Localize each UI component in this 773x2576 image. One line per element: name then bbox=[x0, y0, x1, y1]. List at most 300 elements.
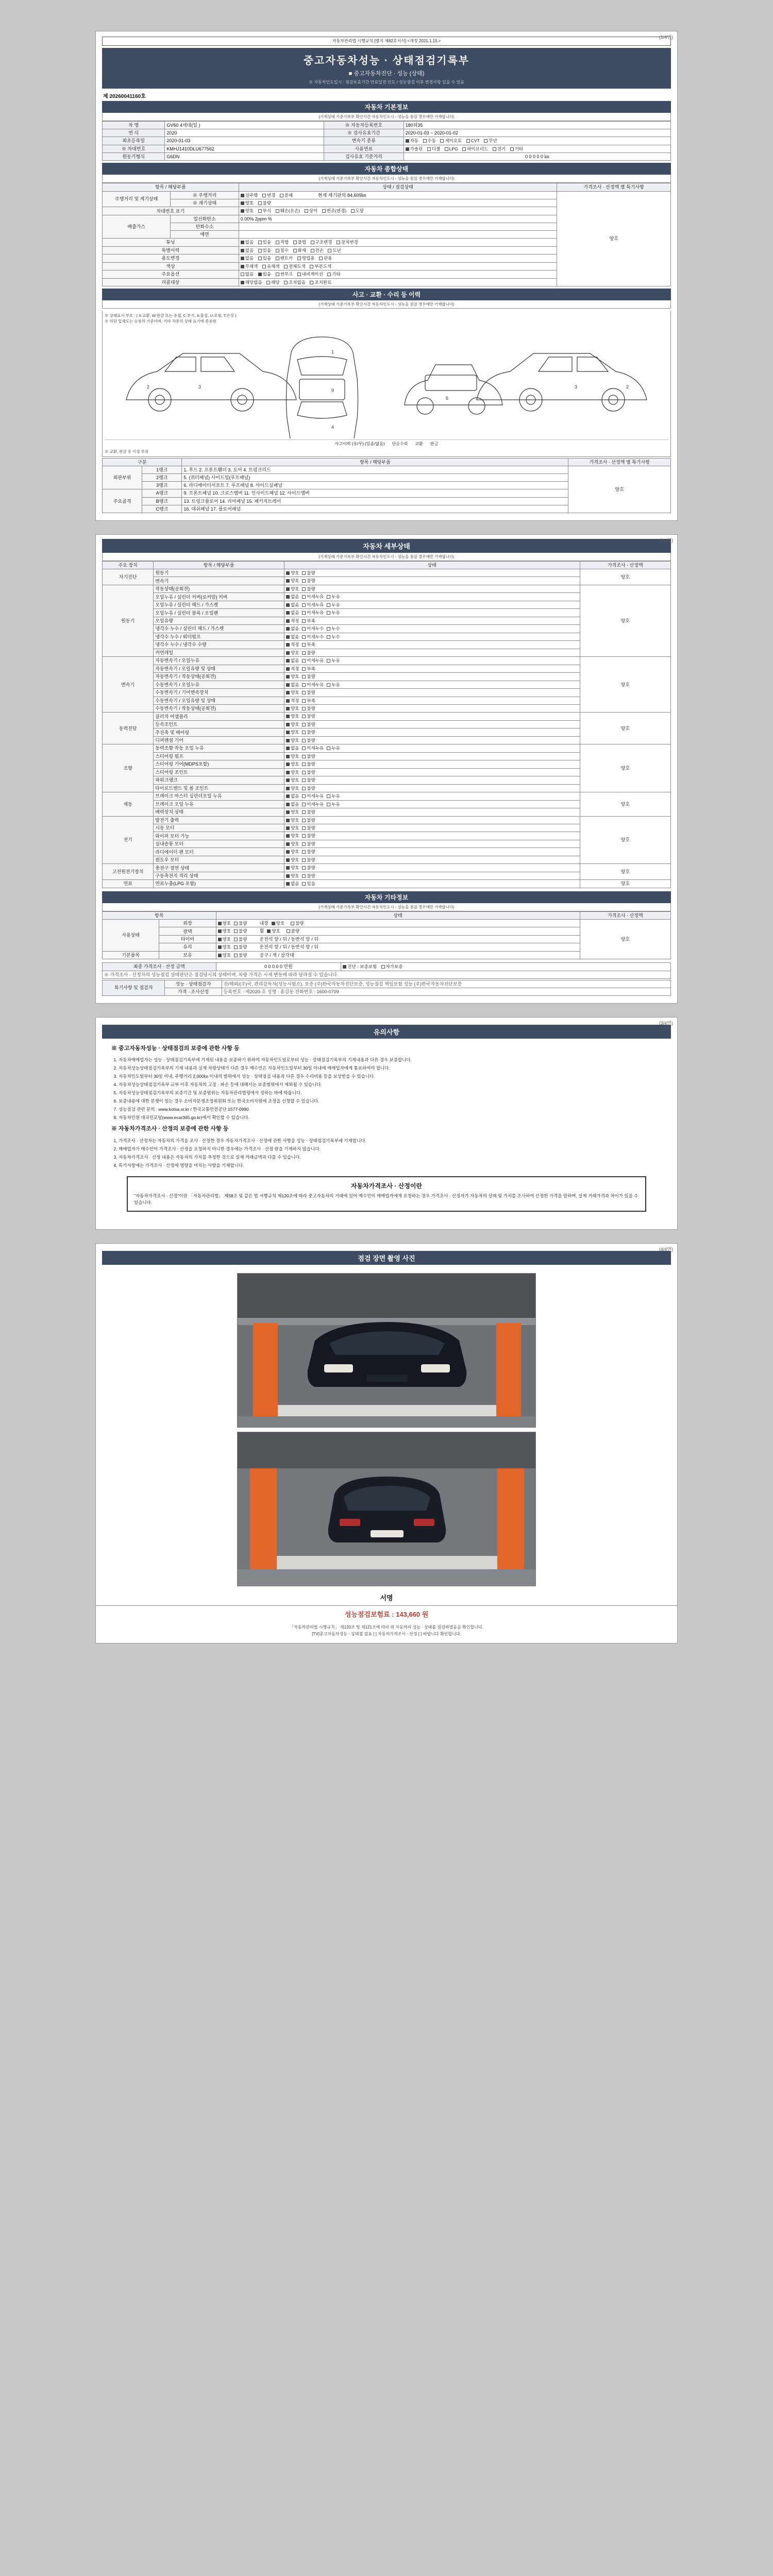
usage-business[interactable]: 영업용 bbox=[297, 256, 315, 261]
detail-options-3-1 bbox=[284, 720, 580, 728]
detail-choice-4-0-1[interactable]: 미세누유 bbox=[302, 745, 324, 751]
detail-choice-3-2-1[interactable]: 불량 bbox=[302, 730, 315, 735]
detail-options-1-2 bbox=[284, 601, 580, 608]
inspector-role-1: 성능 · 상태점검자 bbox=[165, 980, 222, 988]
other-col-2: 상태 bbox=[216, 911, 580, 919]
notice-item: 1. 가격조사 · 산정자는 자동차의 가격을 조사 · 산정한 경우 자동차가격조사 · 산정에 관한 사항을 성능 · 상태점검기록부에 기재합니다. bbox=[119, 1137, 662, 1144]
detail-group-5: 제동 bbox=[103, 792, 154, 816]
footer-line-2: [TV]중고자동차성능 · 상태점 검표 [ ] 자동차가격조사 · 산정 [ ] 바랍니다 확인합니다. bbox=[312, 1632, 461, 1637]
color-achromatic[interactable]: 무채색 bbox=[241, 264, 258, 269]
detail-choice-4-1-0[interactable]: 양호 bbox=[286, 754, 299, 759]
detail-memo-5: 양호 bbox=[580, 792, 670, 816]
fuel-hybrid[interactable]: 하이브리드 bbox=[462, 146, 488, 152]
detail-choice-3-1-1[interactable]: 불량 bbox=[302, 722, 315, 727]
detail-choice-3-2-0[interactable]: 양호 bbox=[286, 730, 299, 735]
detail-options-1-0 bbox=[284, 585, 580, 592]
table-row bbox=[103, 129, 671, 137]
detail-item-2-3: 수동변속기 / 오일누유 bbox=[154, 681, 284, 688]
history-yes[interactable]: 있음 bbox=[258, 248, 271, 253]
notice-item: 2. 매매업자가 매수인이 가격조사 · 산정을 요청하지 아니한 경우에는 가격조사 · 산정 란을 기재하지 않습니다. bbox=[119, 1145, 662, 1153]
detail-choice-1-7-0[interactable]: 적정 bbox=[286, 642, 299, 648]
detail-choice-0-0-0[interactable]: 양호 bbox=[286, 570, 299, 576]
detail-choice-4-0-0[interactable]: 없음 bbox=[286, 745, 299, 751]
basic-label-7: ※ 차대번호 bbox=[103, 145, 165, 152]
detail-choice-5-0-2[interactable]: 누유 bbox=[327, 793, 340, 799]
detail-choice-0-1-1[interactable]: 불량 bbox=[302, 578, 315, 584]
overall-item-meter: ※ 계기상태 bbox=[171, 199, 239, 207]
detail-memo-0: 양호 bbox=[580, 569, 670, 585]
detail-item-1-6: 냉각수 누수 / 워터펌프 bbox=[154, 633, 284, 640]
mileage-changed[interactable]: 변경 bbox=[262, 193, 275, 198]
detail-choice-1-4-0[interactable]: 적정 bbox=[286, 618, 299, 624]
overall-value-emission: 0.00% 2ppm % bbox=[239, 215, 557, 223]
detail-choice-5-0-0[interactable]: 없음 bbox=[286, 793, 299, 799]
overall-value-hc bbox=[239, 223, 557, 231]
detail-choice-2-5-0[interactable]: 적정 bbox=[286, 698, 299, 704]
detail-choice-8-0-1[interactable]: 있음 bbox=[302, 881, 315, 887]
basic-value-3: 2020 bbox=[165, 129, 324, 137]
detail-options-6-0 bbox=[284, 816, 580, 824]
detail-choice-4-4-0[interactable]: 양호 bbox=[286, 777, 299, 783]
detail-options-2-6 bbox=[284, 704, 580, 712]
color-partial-paint[interactable]: 부분도색 bbox=[310, 264, 331, 269]
tuning-legal[interactable]: 적법 bbox=[276, 240, 289, 245]
detail-choice-1-5-0[interactable]: 없음 bbox=[286, 626, 299, 632]
detail-choice-1-5-2[interactable]: 누수 bbox=[327, 626, 340, 632]
detail-choice-2-5-1[interactable]: 부족 bbox=[302, 698, 315, 704]
detail-choice-1-2-1[interactable]: 미세누유 bbox=[302, 602, 324, 608]
page-title: 중고자동차성능 · 상태점검기록부 bbox=[303, 55, 470, 66]
table-row bbox=[103, 153, 671, 161]
warranty-self[interactable] bbox=[381, 964, 403, 970]
table-row bbox=[103, 191, 671, 199]
mileage-dismantled[interactable]: 분해 bbox=[280, 193, 293, 198]
detail-choice-2-1-1[interactable]: 부족 bbox=[302, 666, 315, 672]
other-choice-0-1[interactable]: 불량 bbox=[234, 921, 247, 926]
usage-government[interactable]: 관용 bbox=[319, 256, 332, 261]
other-choice-1-0[interactable]: 양호 bbox=[218, 928, 231, 934]
detail-choice-1-0-1[interactable]: 불량 bbox=[302, 586, 315, 592]
detail-item-1-2: 오일누유 / 실린더 헤드 / 가스켓 bbox=[154, 601, 284, 608]
detail-choice-4-3-1[interactable]: 불량 bbox=[302, 770, 315, 775]
overall-group-emission: 배출가스 bbox=[103, 215, 171, 238]
detail-choice-2-0-2[interactable]: 누유 bbox=[327, 658, 340, 664]
detail-choice-1-2-2[interactable]: 누유 bbox=[327, 602, 340, 608]
other-choice-2-0[interactable]: 양호 bbox=[218, 937, 231, 942]
detail-choice-8-0-0[interactable]: 없음 bbox=[286, 881, 299, 887]
basic-label-4: ※ 검사유효기간 bbox=[324, 129, 404, 137]
basic-value-8 bbox=[404, 145, 670, 152]
detail-group-7: 고전원전기장치 bbox=[103, 864, 154, 880]
option-sunroof[interactable]: 썬루프 bbox=[276, 272, 293, 277]
detail-item-0-1: 변속기 bbox=[154, 577, 284, 585]
other-sub-choice-0-0[interactable]: 양호 bbox=[272, 921, 284, 926]
detail-choice-3-0-1[interactable]: 불량 bbox=[302, 714, 315, 719]
vin-damaged[interactable]: 훼손(오손) bbox=[276, 208, 300, 214]
detail-options-7-0 bbox=[284, 864, 580, 872]
parts-list-2: 5. (쿼터패널) 사이드일(루프패널) bbox=[182, 474, 568, 482]
parts-col-2: 항목 / 해당부품 bbox=[182, 458, 568, 466]
section-notice-header: 유의사항 bbox=[102, 1025, 671, 1039]
detail-item-1-0: 작동상태(공회전) bbox=[154, 585, 284, 592]
detail-choice-6-0-1[interactable]: 불량 bbox=[302, 818, 315, 823]
fuel-diesel[interactable]: 디젤 bbox=[427, 146, 440, 152]
detail-choice-1-5-1[interactable]: 미세누수 bbox=[302, 626, 324, 632]
table-row bbox=[103, 657, 671, 665]
detail-choice-6-1-1[interactable]: 불량 bbox=[302, 825, 315, 831]
warranty-insurance-label: 진단 · 보증보험 bbox=[347, 964, 377, 970]
table-header-row bbox=[103, 458, 671, 466]
detail-choice-6-1-0[interactable]: 양호 bbox=[286, 825, 299, 831]
detail-item-1-1: 오일누유 / 실린더 커버(로커암) 커버 bbox=[154, 593, 284, 601]
recall-yes[interactable]: 해당 bbox=[266, 280, 279, 285]
detail-choice-5-2-0[interactable]: 양호 bbox=[286, 809, 299, 815]
detail-item-6-5: 윈도우 모터 bbox=[154, 856, 284, 863]
vin-ok[interactable]: 양호 bbox=[241, 208, 254, 214]
mileage-reading: 현재 계기판의 84,609㎞ bbox=[317, 192, 366, 198]
other-choice-3-1[interactable]: 불량 bbox=[234, 944, 247, 950]
fuel-ev[interactable]: 전기 bbox=[493, 146, 506, 152]
table-header-row bbox=[103, 561, 671, 569]
detail-choice-2-6-1[interactable]: 불량 bbox=[302, 706, 315, 711]
detail-choice-6-0-0[interactable]: 양호 bbox=[286, 818, 299, 823]
detail-options-6-1 bbox=[284, 824, 580, 832]
basic-value-6 bbox=[404, 137, 670, 145]
detail-choice-4-5-0[interactable]: 양호 bbox=[286, 786, 299, 791]
detail-options-2-3 bbox=[284, 681, 580, 688]
tuning-structure[interactable]: 구조변경 bbox=[311, 240, 332, 245]
overall-col-3: 가격조사 · 산정액 별 특기사항 bbox=[557, 183, 671, 191]
notice-item: 2. 자동차성능상태점검기록부의 기재 내용과 실제 차량상태가 다른 경우 매수인은 자동차인도일부터 30일 이내에 매매업자에게 통보하여야 합니다. bbox=[119, 1064, 662, 1072]
detail-choice-2-0-0[interactable]: 없음 bbox=[286, 658, 299, 664]
other-choice-2-1[interactable]: 불량 bbox=[234, 937, 247, 942]
detail-options-3-0 bbox=[284, 713, 580, 720]
usage-none[interactable]: 없음 bbox=[241, 256, 254, 261]
detail-group-1: 원동기 bbox=[103, 585, 154, 656]
detail-choice-6-3-0[interactable]: 양호 bbox=[286, 841, 299, 847]
other-choice-4-1[interactable]: 불량 bbox=[234, 953, 247, 958]
detail-choice-7-1-0[interactable]: 양호 bbox=[286, 873, 299, 879]
detail-item-3-1: 등속조인트 bbox=[154, 720, 284, 728]
detail-options-1-7 bbox=[284, 641, 580, 649]
detail-choice-1-3-1[interactable]: 미세누유 bbox=[302, 610, 324, 616]
detail-choice-2-3-0[interactable]: 없음 bbox=[286, 682, 299, 688]
meter-ok[interactable]: 양호 bbox=[241, 200, 254, 206]
detail-choice-1-6-1[interactable]: 미세누수 bbox=[302, 634, 324, 640]
parts-list-6: 16. 대쉬패널 17. 플로어패널 bbox=[182, 505, 568, 513]
table-row bbox=[103, 122, 671, 129]
legend-sheetmetal: 판금 bbox=[430, 441, 439, 446]
vin-corrosion[interactable]: 부식 bbox=[258, 208, 271, 214]
notice-item: 6. 보증내용에 대한 분쟁이 있는 경우 소비자분쟁조정위원회 또는 한국소비자원에 조정을 신청할 수 있습니다. bbox=[119, 1097, 662, 1105]
fuel-lpg[interactable]: LPG bbox=[445, 146, 458, 152]
transmission-manual[interactable]: 수동 bbox=[423, 138, 436, 144]
mileage-actual[interactable]: 실주행 bbox=[241, 193, 258, 198]
detail-choice-4-5-1[interactable]: 불량 bbox=[302, 786, 315, 791]
history-total-loss[interactable]: 전손 bbox=[311, 248, 324, 253]
detail-choice-4-4-1[interactable]: 불량 bbox=[302, 777, 315, 783]
section-overall-header: 자동차 종합상태 bbox=[102, 163, 671, 175]
option-yes[interactable]: 있음 bbox=[258, 272, 271, 277]
detail-choice-4-1-1[interactable]: 불량 bbox=[302, 754, 315, 759]
svg-text:2: 2 bbox=[626, 384, 629, 389]
document-number: 제 20260041160호 bbox=[103, 94, 146, 99]
table-row bbox=[103, 988, 671, 996]
detail-choice-2-3-1[interactable]: 미세누유 bbox=[302, 682, 324, 688]
other-item-0: 외장 bbox=[159, 919, 216, 927]
notice-list-1 bbox=[119, 1056, 662, 1121]
detail-choice-3-0-0[interactable]: 양호 bbox=[286, 714, 299, 719]
detail-choice-1-1-0[interactable]: 없음 bbox=[286, 594, 299, 600]
detail-options-4-5 bbox=[284, 784, 580, 792]
page-footer bbox=[96, 1622, 677, 1643]
recall-not-done[interactable]: 조치없음 bbox=[284, 280, 306, 285]
detail-item-2-4: 수동변속기 / 기어변속장치 bbox=[154, 689, 284, 697]
detail-choice-2-2-0[interactable]: 양호 bbox=[286, 674, 299, 680]
parts-list-5: 13. 트렁크플로어 14. 리어패널 15. 패키지트레이 bbox=[182, 497, 568, 505]
detail-options-2-2 bbox=[284, 673, 580, 681]
tuning-none[interactable]: 없음 bbox=[241, 240, 254, 245]
detail-choice-4-2-0[interactable]: 양호 bbox=[286, 761, 299, 767]
detail-choice-3-3-0[interactable]: 양호 bbox=[286, 738, 299, 743]
detail-group-4: 조향 bbox=[103, 744, 154, 792]
section-photos-header: 점검 장면 촬영 사진 bbox=[102, 1251, 671, 1265]
detail-choice-1-8-1[interactable]: 불량 bbox=[302, 650, 315, 656]
option-none[interactable]: 없음 bbox=[241, 272, 254, 277]
overall-col-1: 항목 / 해당부품 bbox=[103, 183, 239, 191]
detail-item-4-0: 동력조향 작동 오일 누유 bbox=[154, 744, 284, 752]
detail-choice-6-5-1[interactable]: 불량 bbox=[302, 857, 315, 863]
detail-options-2-4 bbox=[284, 689, 580, 697]
definition-box bbox=[127, 1176, 646, 1212]
detail-choice-6-4-0[interactable]: 양호 bbox=[286, 849, 299, 855]
notice-item: 4. 특기사항에는 가격조사 · 산정에 영향을 미치는 사항을 기재합니다. bbox=[119, 1162, 662, 1169]
transmission-cvt[interactable]: CVT bbox=[466, 138, 480, 144]
vin-different[interactable]: 상이 bbox=[305, 208, 317, 214]
other-memo: 양호 bbox=[580, 919, 670, 959]
transmission-etc[interactable]: 무단 bbox=[484, 138, 497, 144]
other-sub-label-2: 운전석 앞 / 뒤 / 동반석 앞 / 뒤 bbox=[259, 936, 318, 942]
detail-item-4-2: 스티어링 기어(MDPS포함) bbox=[154, 760, 284, 768]
mileage-standard-label: 검사유효 기준거리 bbox=[324, 153, 404, 161]
section-detail-note: (기재상태 기준기록부 확인시간 자동차인도시 - 성능을 점검 경우에만 기재합니다) bbox=[102, 553, 671, 561]
svg-text:6: 6 bbox=[446, 395, 449, 401]
basic-value-1: GV60 4세대(일 ) bbox=[165, 122, 324, 129]
detail-choice-1-3-0[interactable]: 없음 bbox=[286, 610, 299, 616]
detail-options-1-8 bbox=[284, 649, 580, 656]
table-row bbox=[103, 919, 671, 927]
history-none[interactable]: 없음 bbox=[241, 248, 254, 253]
basic-label-1: 차 명 bbox=[103, 122, 165, 129]
detail-choice-7-0-1[interactable]: 불량 bbox=[302, 865, 315, 871]
table-row bbox=[103, 744, 671, 752]
table-row bbox=[103, 713, 671, 720]
other-sub-choice-0-1[interactable]: 불량 bbox=[291, 921, 304, 926]
recall-done[interactable]: 조치완료 bbox=[310, 280, 331, 285]
footer-line-1: 「자동차관리법 시행규칙」 제120조 및 제121조에 따라 위 자동차의 성능 · 상태를 점검하였음을 확인합니다. bbox=[290, 1624, 483, 1630]
detail-choice-0-0-1[interactable]: 불량 bbox=[302, 570, 315, 576]
final-price-label: 최종 가격조사 · 산정 금액 bbox=[103, 963, 216, 971]
accident-bottom-note: ※ 교환, 판금 등 이상 부위 bbox=[105, 449, 149, 454]
page-tag: (2/4면) bbox=[659, 537, 673, 543]
parts-list-1: 1. 후드 2. 프론트휀더 3. 도어 4. 트렁크리드 bbox=[182, 466, 568, 474]
tuning-yes[interactable]: 있음 bbox=[258, 240, 271, 245]
parts-rank-3: 3랭크 bbox=[142, 482, 182, 489]
detail-choice-4-3-0[interactable]: 양호 bbox=[286, 770, 299, 775]
detail-choice-1-0-0[interactable]: 양호 bbox=[286, 586, 299, 592]
other-choice-1-1[interactable]: 불량 bbox=[234, 928, 247, 934]
detail-choice-2-4-0[interactable]: 양호 bbox=[286, 690, 299, 696]
detail-choice-2-1-0[interactable]: 적정 bbox=[286, 666, 299, 672]
overall-opts-color bbox=[239, 262, 557, 270]
overall-opts-tuning bbox=[239, 239, 557, 246]
definition-title: 자동차가격조사 · 산정이란 bbox=[350, 1182, 423, 1190]
detail-item-4-1: 스티어링 펌프 bbox=[154, 752, 284, 760]
basic-label-8: 사용연료 bbox=[324, 145, 404, 152]
section-detail-header: 자동차 세부상태 bbox=[102, 539, 671, 553]
detail-choice-5-1-2[interactable]: 누유 bbox=[327, 802, 340, 807]
page-4 bbox=[95, 1243, 678, 1643]
basic-value-5: 2020-01-03 bbox=[165, 137, 324, 145]
detail-options-0-0 bbox=[284, 569, 580, 577]
notice-item: 3. 자동차인도일부터 30일 이내, 주행거리 2,000㎞ 이내의 범위에서 성능 · 상태점검 내용과 다른 경우 수리비용 등을 보상받을 수 있습니다. bbox=[119, 1073, 662, 1080]
detail-state-table bbox=[102, 561, 671, 888]
detail-choice-0-1-0[interactable]: 양호 bbox=[286, 578, 299, 584]
detail-choice-2-0-1[interactable]: 미세누유 bbox=[302, 658, 324, 664]
basic-label-5: 최초등록일 bbox=[103, 137, 165, 145]
mileage-standard-value: 0 0 0 0 0 ㎞ bbox=[404, 153, 670, 161]
detail-choice-1-7-1[interactable]: 부족 bbox=[302, 642, 315, 648]
detail-item-5-0: 브레이크 마스터 실린더오일 누유 bbox=[154, 792, 284, 800]
detail-choice-1-3-2[interactable]: 누유 bbox=[327, 610, 340, 616]
other-col-1: 항목 bbox=[103, 911, 216, 919]
overall-value-smoke bbox=[239, 231, 557, 239]
other-options-4 bbox=[216, 951, 580, 959]
detail-choice-6-2-1[interactable]: 불량 bbox=[302, 833, 315, 839]
svg-text:2: 2 bbox=[147, 384, 150, 389]
detail-choice-6-2-0[interactable]: 양호 bbox=[286, 833, 299, 839]
overall-item-recall: 리콜대상 bbox=[103, 278, 239, 286]
basic-label-3: 연 식 bbox=[103, 129, 165, 137]
detail-group-6: 전기 bbox=[103, 816, 154, 864]
detail-choice-7-1-1[interactable]: 불량 bbox=[302, 873, 315, 879]
detail-choice-2-4-1[interactable]: 불량 bbox=[302, 690, 315, 696]
transmission-auto[interactable]: 자동 bbox=[406, 138, 418, 144]
other-sub-choice-1-0[interactable]: 양호 bbox=[267, 928, 280, 934]
detail-choice-6-3-1[interactable]: 불량 bbox=[302, 841, 315, 847]
fuel-etc[interactable]: 기타 bbox=[510, 146, 523, 152]
page-2 bbox=[95, 534, 678, 1004]
inspection-fee: 성능점검보험료 : 143,660 원 bbox=[96, 1605, 677, 1622]
detail-choice-6-5-0[interactable]: 양호 bbox=[286, 857, 299, 863]
color-chromatic[interactable]: 유채색 bbox=[262, 264, 280, 269]
detail-choice-1-2-0[interactable]: 없음 bbox=[286, 602, 299, 608]
table-header-row bbox=[103, 911, 671, 919]
detail-choice-4-0-2[interactable]: 누유 bbox=[327, 745, 340, 751]
detail-choice-1-6-2[interactable]: 누수 bbox=[327, 634, 340, 640]
detail-choice-5-2-1[interactable]: 불량 bbox=[302, 809, 315, 815]
tuning-illegal[interactable]: 불법 bbox=[293, 240, 306, 245]
detail-choice-1-1-2[interactable]: 누유 bbox=[327, 594, 340, 600]
overall-opts-usage bbox=[239, 255, 557, 262]
other-choice-4-0[interactable]: 양호 bbox=[218, 953, 231, 958]
detail-choice-7-0-0[interactable]: 양호 bbox=[286, 865, 299, 871]
fuel-gasoline[interactable]: 가솔린 bbox=[406, 146, 423, 152]
legend-simple-repair: 단순수리 bbox=[392, 441, 408, 446]
detail-options-8-0 bbox=[284, 880, 580, 888]
detail-choice-5-0-1[interactable]: 미세누유 bbox=[302, 793, 324, 799]
final-price-note: ※ 가격조사 · 산정자의 성능점검 상태판단은 점검당시의 상태이며, 차량 가격은 시세 변동에 따라 달라질 수 있습니다. bbox=[103, 971, 671, 978]
photo-rear-svg bbox=[238, 1432, 536, 1586]
overall-opts-history bbox=[239, 246, 557, 254]
detail-item-5-1: 브레이크 오일 누유 bbox=[154, 800, 284, 808]
detail-choice-1-4-1[interactable]: 부족 bbox=[302, 618, 315, 624]
other-sub-choice-1-1[interactable]: 불량 bbox=[287, 928, 299, 934]
detail-options-6-5 bbox=[284, 856, 580, 863]
detail-choice-5-1-0[interactable]: 없음 bbox=[286, 802, 299, 807]
overall-group-mileage: 주행거리 및 계기상태 bbox=[103, 191, 171, 207]
detail-choice-2-2-1[interactable]: 불량 bbox=[302, 674, 315, 680]
other-choice-0-0[interactable]: 양호 bbox=[218, 921, 231, 926]
option-etc[interactable]: 기타 bbox=[327, 272, 340, 277]
history-flood[interactable]: 침수 bbox=[276, 248, 289, 253]
warranty-insurance[interactable] bbox=[343, 964, 377, 970]
parts-list-3: 6. 라디에이터서포트 7. 루프패널 8. 사이드실패널 bbox=[182, 482, 568, 489]
detail-choice-6-4-1[interactable]: 불량 bbox=[302, 849, 315, 855]
legend-exchange: 교환 bbox=[415, 441, 423, 446]
detail-choice-1-1-1[interactable]: 미세누유 bbox=[302, 594, 324, 600]
detail-choice-3-3-1[interactable]: 불량 bbox=[302, 738, 315, 743]
vin-erased[interactable]: 도말 bbox=[351, 208, 364, 214]
basic-value-4: 2020-01-03 ~ 2020-01-02 bbox=[404, 129, 670, 137]
detail-item-2-1: 자동변속기 / 오일유량 및 상태 bbox=[154, 665, 284, 672]
history-theft[interactable]: 도난 bbox=[328, 248, 341, 253]
detail-choice-3-1-0[interactable]: 양호 bbox=[286, 722, 299, 727]
transmission-semi[interactable]: 세미오토 bbox=[440, 138, 462, 144]
usage-yes[interactable]: 있음 bbox=[258, 256, 271, 261]
option-navigation[interactable]: 내비게이션 bbox=[297, 272, 323, 277]
notice-item: 8. 자동차민원 대국민포털(www.ecar365.go.kr)에서 확인할 수 있습니다. bbox=[119, 1114, 662, 1121]
detail-item-4-3: 스티어링 조인트 bbox=[154, 768, 284, 776]
detail-choice-4-2-1[interactable]: 불량 bbox=[302, 761, 315, 767]
meter-bad[interactable]: 불량 bbox=[258, 200, 271, 206]
detail-choice-2-3-2[interactable]: 누유 bbox=[327, 682, 340, 688]
usage-rental[interactable]: 렌트카 bbox=[276, 256, 293, 261]
recall-na[interactable]: 해당없음 bbox=[241, 280, 262, 285]
tuning-device[interactable]: 장치변경 bbox=[337, 240, 358, 245]
svg-text:9: 9 bbox=[331, 387, 334, 393]
overall-item-color: 색상 bbox=[103, 262, 239, 270]
detail-item-8-0: 연료누출(LPG 포함) bbox=[154, 880, 284, 888]
detail-item-6-4: 라디에이터 팬 모터 bbox=[154, 848, 284, 856]
detail-choice-1-8-0[interactable]: 양호 bbox=[286, 650, 299, 656]
color-full-paint[interactable]: 전체도색 bbox=[284, 264, 306, 269]
detail-choice-2-6-0[interactable]: 양호 bbox=[286, 706, 299, 711]
vin-altered[interactable]: 변조(변경) bbox=[322, 208, 347, 214]
detail-choice-1-6-0[interactable]: 없음 bbox=[286, 634, 299, 640]
detail-options-2-0 bbox=[284, 657, 580, 665]
section-other-header: 자동차 기타정보 bbox=[102, 891, 671, 903]
detail-choice-5-1-1[interactable]: 미세누유 bbox=[302, 802, 324, 807]
detail-options-3-2 bbox=[284, 728, 580, 736]
detail-item-7-0: 충전구 절연 상태 bbox=[154, 864, 284, 872]
detail-options-5-0 bbox=[284, 792, 580, 800]
detail-options-6-4 bbox=[284, 848, 580, 856]
history-fire[interactable]: 화재 bbox=[293, 248, 306, 253]
detail-item-2-5: 수동변속기 / 오일유량 및 상태 bbox=[154, 697, 284, 704]
other-choice-3-0[interactable]: 양호 bbox=[218, 944, 231, 950]
other-sub-label-4: 공구 / 잭 / 삼각대 bbox=[259, 952, 294, 958]
